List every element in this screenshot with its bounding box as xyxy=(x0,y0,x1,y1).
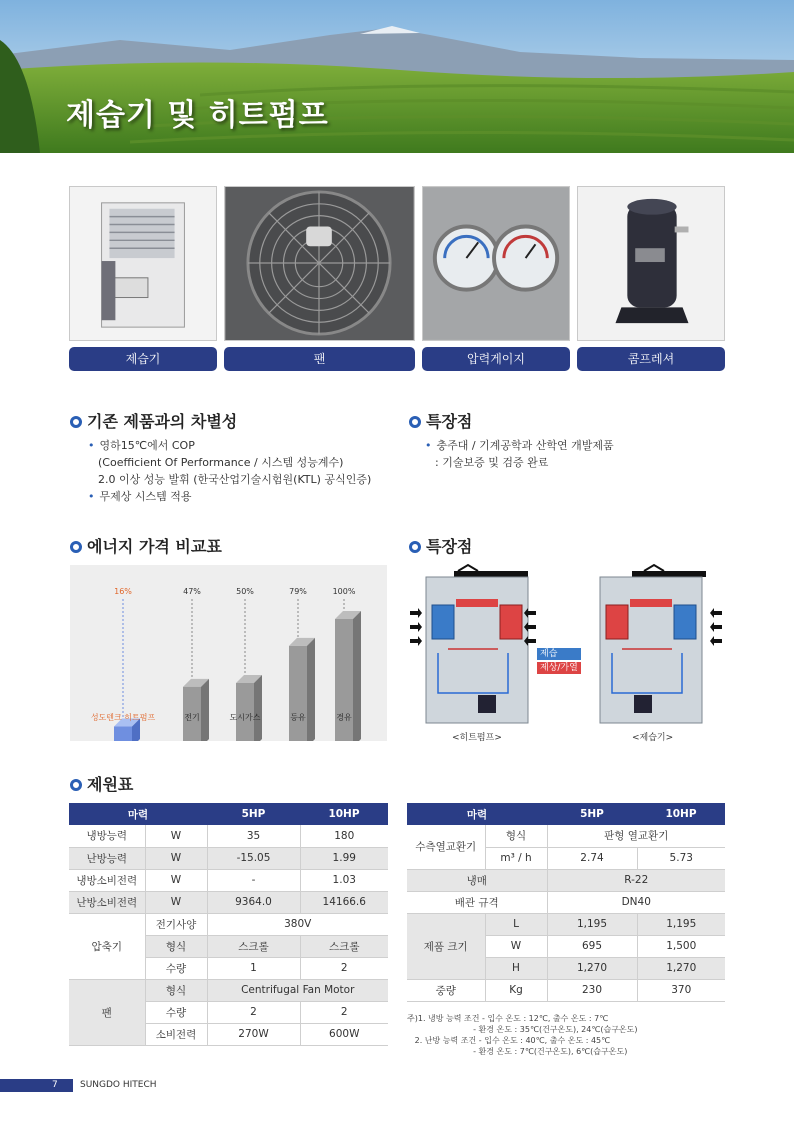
value-5hp: 270W xyxy=(207,1023,300,1045)
dehumidifier-diagram xyxy=(594,563,724,725)
product-label-fan: 팬 xyxy=(224,347,415,371)
table-row xyxy=(407,825,725,847)
category-label: 등유 xyxy=(290,713,306,722)
section-heading-features-diagram: 특장점 xyxy=(409,534,472,557)
difference-item: 2.0 이상 성능 발휘 (한국산업기술시험원(KTL) 공식인증) xyxy=(98,473,372,486)
value-5hp: 1 xyxy=(207,957,300,979)
row-label: 난방능력 xyxy=(69,847,145,869)
table-row xyxy=(69,825,388,847)
data-label: 79% xyxy=(289,587,307,596)
legend-dehumidify: 제습 xyxy=(537,648,581,660)
header-10hp: 10HP xyxy=(300,803,388,825)
row-unit: W xyxy=(145,847,207,869)
header-horsepower: 마력 xyxy=(69,803,207,825)
data-label: 47% xyxy=(183,587,201,596)
table-row xyxy=(407,891,725,913)
section-heading-features: 특장점 xyxy=(409,409,472,432)
bar-side xyxy=(201,679,209,741)
features-list xyxy=(425,437,614,471)
difference-list xyxy=(88,437,371,505)
value-10hp: 1,195 xyxy=(637,913,725,935)
value-10hp: 600W xyxy=(300,1023,388,1045)
fan-type-value: Centrifugal Fan Motor xyxy=(207,979,388,1001)
value-5hp: 1,195 xyxy=(547,913,637,935)
header-10hp: 10HP xyxy=(637,803,725,825)
spec-footnote: 주)1. 냉방 능력 조건 - 입수 온도 : 12℃, 출수 온도 : 7℃ - 환경 온도 : 35℃(건구온도), 24℃(습구온도) 2. 난방 능력 조건 - 입수 온도 : 40℃, 출수 온도 : 45℃ - 환경 온도 : 7℃(건구온도), 6℃(습구온도) xyxy=(407,1014,638,1056)
table-row xyxy=(407,913,725,935)
row-label: 중량 xyxy=(407,979,485,1001)
category-label: 성도텐크 히트펌프 xyxy=(90,713,156,722)
bar xyxy=(114,727,132,741)
value-10hp: 2 xyxy=(300,957,388,979)
fan-photo xyxy=(224,186,415,341)
compressor-group-label: 압축기 xyxy=(69,913,145,979)
caption-dehumidifier: <제습기> xyxy=(632,733,674,743)
category-label: 전기 xyxy=(184,713,200,722)
table-row xyxy=(69,913,388,935)
header-5hp: 5HP xyxy=(207,803,300,825)
legend-defrost-heat: 제상/가열 xyxy=(537,662,581,674)
spec-table-right xyxy=(407,803,725,1002)
row-label: H xyxy=(485,957,547,979)
bar-side xyxy=(254,675,262,741)
bar xyxy=(236,683,254,741)
value-5hp: 35 xyxy=(207,825,300,847)
bar xyxy=(289,646,307,741)
bar xyxy=(335,619,353,741)
row-label: 냉방능력 xyxy=(69,825,145,847)
value-10hp: 180 xyxy=(300,825,388,847)
fan-group-label: 팬 xyxy=(69,979,145,1045)
table-row xyxy=(69,869,388,891)
value-5hp: 230 xyxy=(547,979,637,1001)
footer-brand: SUNGDO HITECH xyxy=(80,1080,157,1090)
row-label: 형식 xyxy=(485,825,547,847)
table-row xyxy=(69,847,388,869)
header-5hp: 5HP xyxy=(547,803,637,825)
table-row xyxy=(407,869,725,891)
energy-price-chart xyxy=(70,565,387,741)
header-horsepower: 마력 xyxy=(407,803,547,825)
dehumidifier-photo xyxy=(69,186,217,341)
value-5hp: 1,270 xyxy=(547,957,637,979)
row-label: 난방소비전력 xyxy=(69,891,145,913)
row-label: m³ / h xyxy=(485,847,547,869)
feature-item: • 충주대 / 기계공학과 산학연 개발제품 xyxy=(425,437,614,454)
bar-side xyxy=(353,611,361,741)
pipe-value: DN40 xyxy=(547,891,725,913)
page-number: 7 xyxy=(52,1080,58,1090)
ring-icon xyxy=(409,541,421,553)
table-row xyxy=(69,979,388,1001)
value-10hp: 14166.6 xyxy=(300,891,388,913)
row-unit: W xyxy=(145,869,207,891)
category-label: 도시가스 xyxy=(229,713,261,722)
value-5hp: - xyxy=(207,869,300,891)
page-title: 제습기 및 히트펌프 xyxy=(66,98,329,133)
value-10hp: 2 xyxy=(300,1001,388,1023)
section-heading-spec: 제원표 xyxy=(70,772,133,795)
value-10hp: 1,270 xyxy=(637,957,725,979)
value-5hp: 스크롤 xyxy=(207,935,300,957)
pressure-gauge-photo xyxy=(422,186,570,341)
row-unit: W xyxy=(145,891,207,913)
ring-icon xyxy=(70,416,82,428)
table-row xyxy=(69,891,388,913)
caption-heatpump: <히트펌프> xyxy=(452,733,502,743)
value-10hp: 370 xyxy=(637,979,725,1001)
value-5hp: 2.74 xyxy=(547,847,637,869)
refrigerant-value: R-22 xyxy=(547,869,725,891)
ring-icon xyxy=(70,779,82,791)
value-5hp: 2 xyxy=(207,1001,300,1023)
product-label-compressor: 콤프레셔 xyxy=(577,347,725,371)
value-10hp: 스크롤 xyxy=(300,935,388,957)
row-label: 수량 xyxy=(145,1001,207,1023)
ring-icon xyxy=(70,541,82,553)
section-heading-difference: 기존 제품과의 차별성 xyxy=(70,409,237,432)
difference-item: • 영하15℃에서 COP xyxy=(88,437,371,454)
value-10hp: 1.99 xyxy=(300,847,388,869)
row-label: 냉매 xyxy=(407,869,547,891)
difference-item: • 무제상 시스템 적용 xyxy=(88,488,371,505)
row-label: 수량 xyxy=(145,957,207,979)
value-10hp: 1.03 xyxy=(300,869,388,891)
row-label: 전기사양 xyxy=(145,913,207,935)
hx-type-value: 판형 열교환기 xyxy=(547,825,725,847)
row-unit: Kg xyxy=(485,979,547,1001)
heatpump-diagram xyxy=(408,563,538,725)
product-label-dehumidifier: 제습기 xyxy=(69,347,217,371)
size-group-label: 제품 크기 xyxy=(407,913,485,979)
value-5hp: -15.05 xyxy=(207,847,300,869)
row-label: 소비전력 xyxy=(145,1023,207,1045)
table-row xyxy=(407,979,725,1001)
row-label: 형식 xyxy=(145,979,207,1001)
spec-table-left xyxy=(69,803,388,1046)
compressor-photo xyxy=(577,186,725,341)
bar-side xyxy=(307,638,315,741)
row-label: L xyxy=(485,913,547,935)
difference-item: (Coefficient Of Performance / 시스템 성능계수) xyxy=(98,456,344,469)
footer-bar xyxy=(0,1079,73,1092)
row-label: 냉방소비전력 xyxy=(69,869,145,891)
row-label: W xyxy=(485,935,547,957)
header-banner xyxy=(0,0,794,153)
ring-icon xyxy=(409,416,421,428)
product-label-gauge: 압력게이지 xyxy=(422,347,570,371)
diagram-legend xyxy=(537,648,581,676)
row-label: 배관 규격 xyxy=(407,891,547,913)
value-10hp: 5.73 xyxy=(637,847,725,869)
row-unit: W xyxy=(145,825,207,847)
value-5hp: 9364.0 xyxy=(207,891,300,913)
heat-exchanger-group-label: 수측열교환기 xyxy=(407,825,485,869)
data-label: 50% xyxy=(236,587,254,596)
value-5hp: 695 xyxy=(547,935,637,957)
power-value: 380V xyxy=(207,913,388,935)
section-heading-energy: 에너지 가격 비교표 xyxy=(70,534,222,557)
row-label: 형식 xyxy=(145,935,207,957)
data-label: 16% xyxy=(114,587,132,596)
energy-chart-svg xyxy=(70,565,387,741)
category-label: 경유 xyxy=(336,713,352,722)
feature-item: : 기술보증 및 검증 완료 xyxy=(435,456,549,469)
data-label: 100% xyxy=(332,587,356,596)
value-10hp: 1,500 xyxy=(637,935,725,957)
